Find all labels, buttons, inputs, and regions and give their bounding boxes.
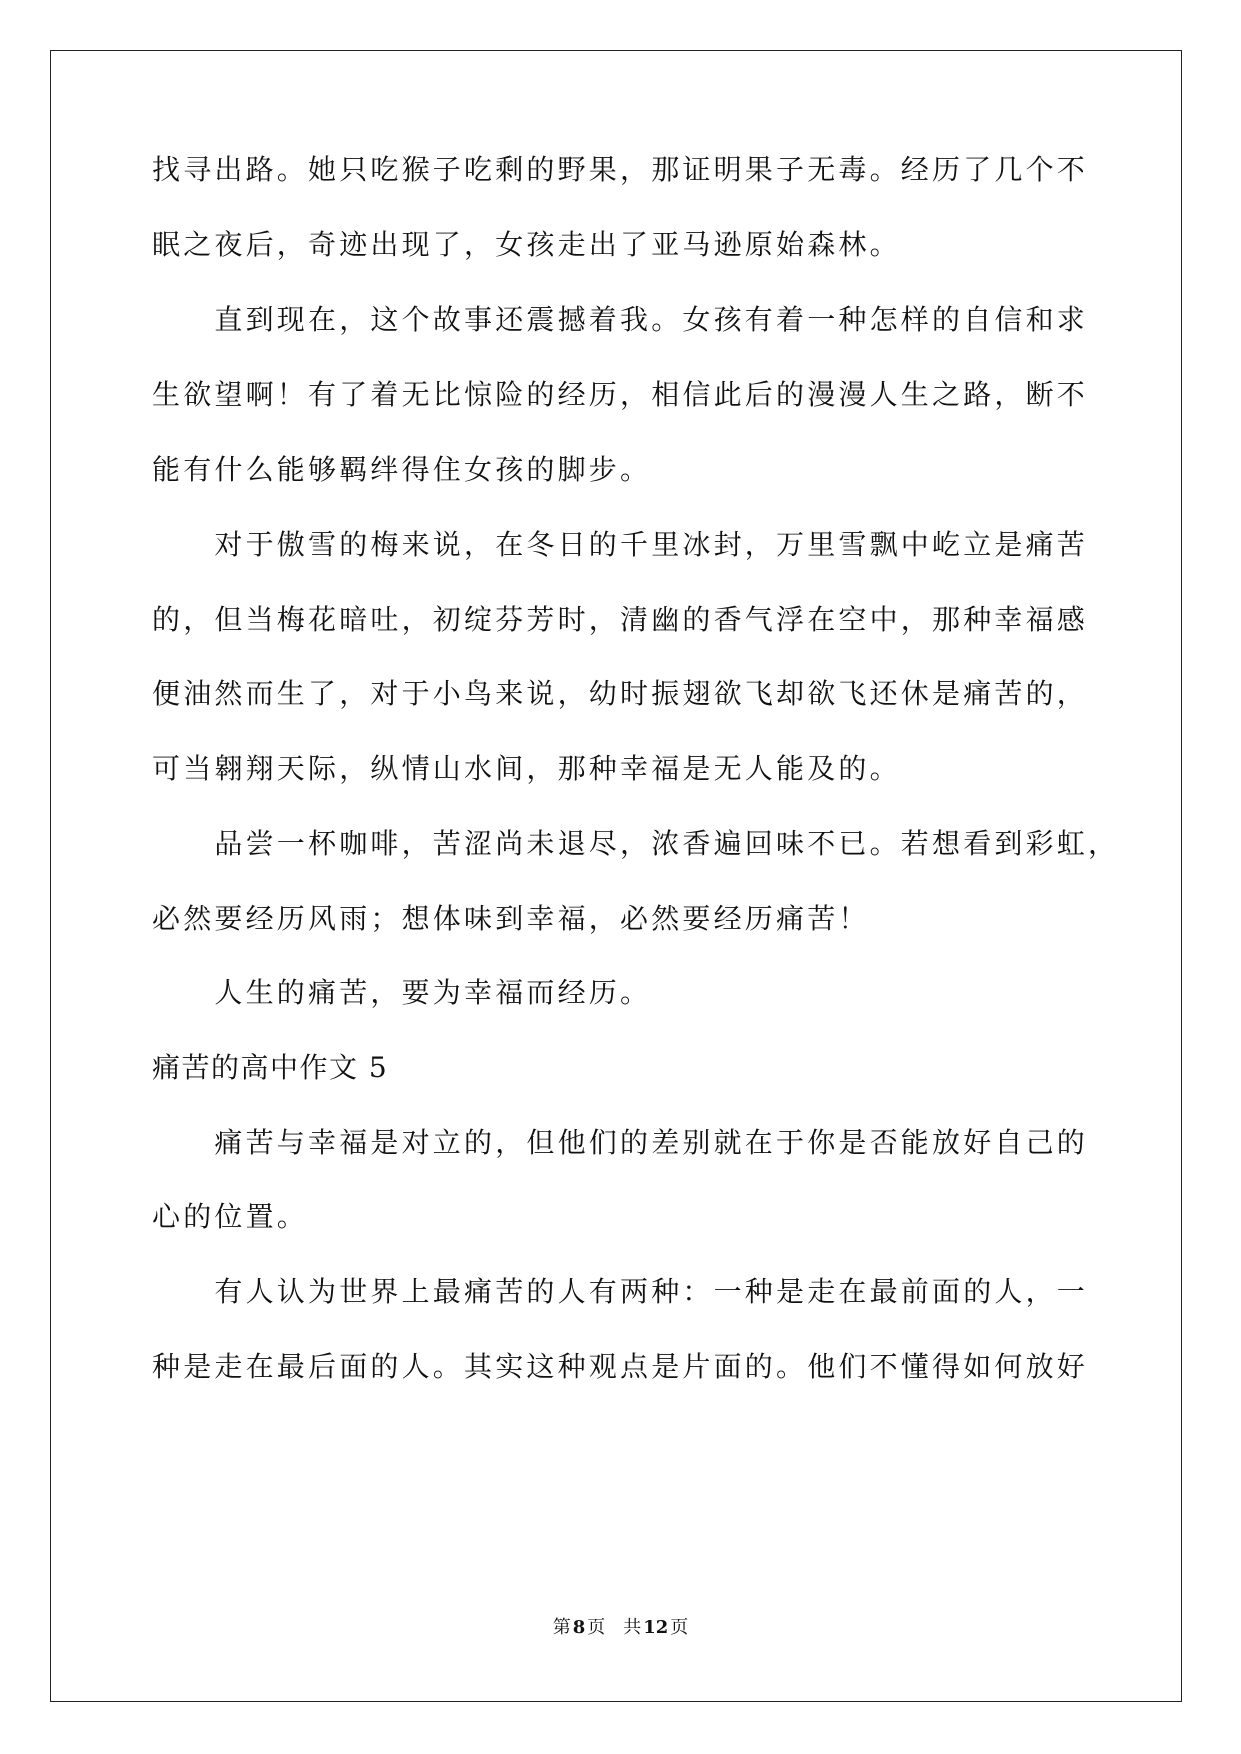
page-prefix: 第: [552, 1617, 571, 1638]
page-suffix: 页: [587, 1617, 606, 1638]
total-suffix: 页: [670, 1617, 689, 1638]
text-line: 能有什么能够羁绊得住女孩的脚步。: [152, 453, 652, 486]
current-page-number: 8: [572, 1617, 586, 1638]
text-line: 可当翱翔天际，纵情山水间，那种幸福是无人能及的。: [152, 752, 901, 785]
text-line: 人生的痛苦，要为幸福而经历。: [152, 976, 652, 1009]
text-line: 必然要经历风雨；想体味到幸福，必然要经历痛苦！: [152, 902, 870, 935]
text-line: 心的位置。: [152, 1200, 309, 1233]
text-line: 生欲望啊！有了着无比惊险的经历，相信此后的漫漫人生之路，断不: [152, 378, 1089, 411]
text-line: 品尝一杯咖啡，苦涩尚未退尽，浓香遍回味不已。若想看到彩虹，: [152, 827, 1120, 860]
text-line: 的，但当梅花暗吐，初绽芬芳时，清幽的香气浮在空中，那种幸福感: [152, 603, 1089, 636]
text-line: 便油然而生了，对于小鸟来说，幼时振翅欲飞却欲飞还休是痛苦的，: [152, 677, 1089, 710]
text-line: 直到现在，这个故事还震撼着我。女孩有着一种怎样的自信和求: [152, 303, 1089, 336]
section-heading: 痛苦的高中作文 5: [152, 1051, 389, 1084]
total-prefix: 共: [623, 1617, 642, 1638]
total-page-count: 12: [643, 1617, 669, 1638]
text-line: 眠之夜后，奇迹出现了，女孩走出了亚马逊原始森林。: [152, 228, 901, 261]
text-line: 痛苦与幸福是对立的，但他们的差别就在于你是否能放好自己的: [152, 1126, 1089, 1159]
text-line: 对于傲雪的梅来说，在冬日的千里冰封，万里雪飘中屹立是痛苦: [152, 528, 1089, 561]
text-line: 有人认为世界上最痛苦的人有两种：一种是走在最前面的人，一: [152, 1275, 1089, 1308]
page-footer: [0, 1616, 1241, 1640]
text-line: 种是走在最后面的人。其实这种观点是片面的。他们不懂得如何放好: [152, 1350, 1089, 1383]
page-border: [50, 50, 1182, 1702]
text-line: 找寻出路。她只吃猴子吃剩的野果，那证明果子无毒。经历了几个不: [152, 153, 1089, 186]
